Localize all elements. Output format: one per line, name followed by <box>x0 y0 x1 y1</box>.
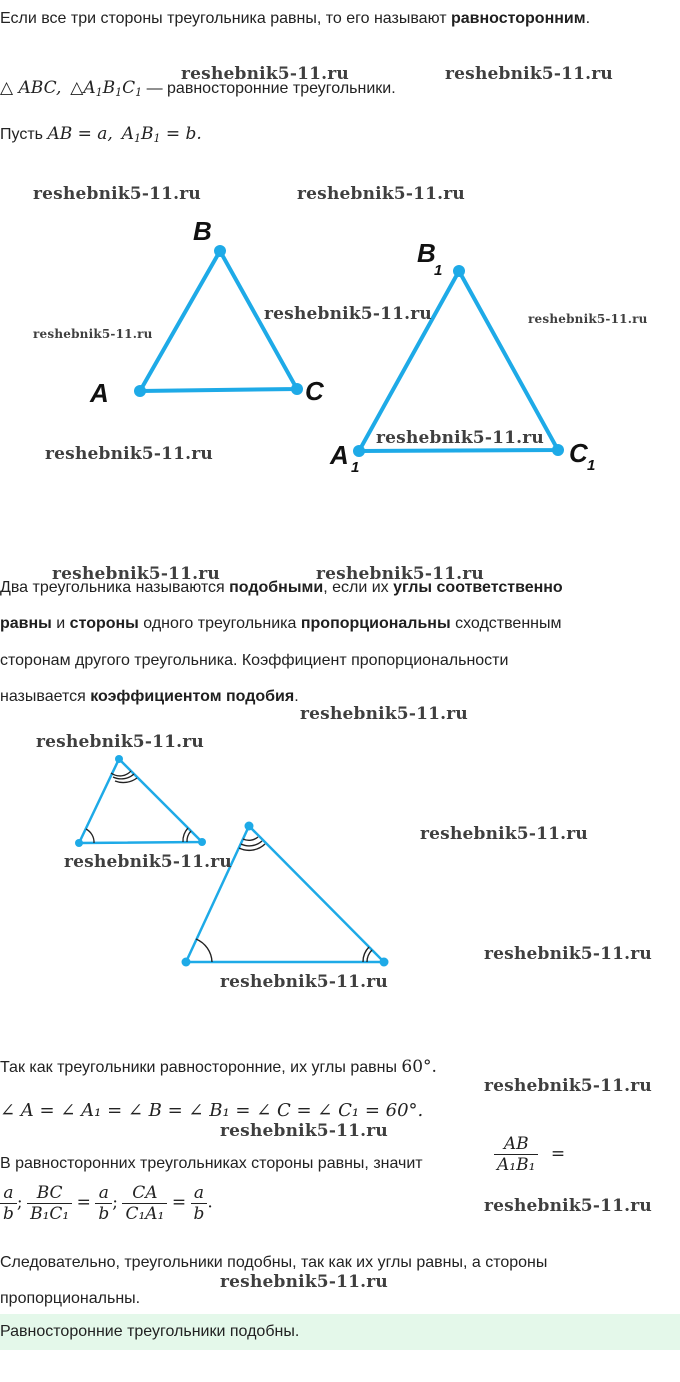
label-c1-sub: 1 <box>587 457 596 474</box>
small-triangle <box>75 755 206 847</box>
watermark: reshebnik5-11.ru <box>484 1076 652 1096</box>
watermark: reshebnik5-11.ru <box>220 1272 388 1292</box>
watermark: reshebnik5-11.ru <box>300 704 468 724</box>
vertex-b1 <box>453 265 465 277</box>
watermark: reshebnik5-11.ru <box>45 444 213 464</box>
similarity-definition-line4: называется коэффициентом подобия. <box>0 688 299 705</box>
label-a1-sub: 1 <box>351 459 360 476</box>
watermark: reshebnik5-11.ru <box>33 184 201 204</box>
watermark: reshebnik5-11.ru <box>64 852 232 872</box>
watermark: reshebnik5-11.ru <box>36 732 204 752</box>
answer-box <box>0 1314 680 1350</box>
watermark: reshebnik5-11.ru <box>376 428 544 448</box>
angle-mark-single <box>86 829 94 843</box>
solution-angles: Так как треугольники равносторонние, их углы равны 60°. <box>0 1057 437 1077</box>
similarity-definition-line3: сторонам другого треугольника. Коэффициент пропорциональности <box>0 652 509 669</box>
watermark: reshebnik5-11.ru <box>484 944 652 964</box>
vertex-c1 <box>552 444 564 456</box>
watermark: reshebnik5-11.ru <box>316 564 484 584</box>
solution-sides: В равносторонних треугольниках стороны равны, значит <box>0 1155 423 1172</box>
vertex-c <box>291 383 303 395</box>
watermark: reshebnik5-11.ru <box>264 304 432 324</box>
label-c1: C <box>569 438 588 468</box>
watermark: reshebnik5-11.ru <box>445 64 613 84</box>
label-a1: A <box>330 440 349 470</box>
watermark: reshebnik5-11.ru <box>181 64 349 84</box>
fraction-row: $\frac{a}{b}$ ; $\frac{BC}{\text{B₁C₁}}$ = $\frac{a}{b}$ ; $\frac{CA}{\text{C₁A₁}}$ = $\frac{a}{b}$ . <box>0 1183 213 1224</box>
watermark: reshebnik5-11.ru <box>420 824 588 844</box>
solution-angle-equality: ∠ A = ∠ A₁ = ∠ B = ∠ B₁ = ∠ C = ∠ C₁ = 60°. <box>0 1100 424 1121</box>
triangles-statement: △ ABC, $\triangle A_1B_1C_1$ — равносторонние треугольники. <box>0 78 396 99</box>
term-equilateral: равносторонним <box>451 10 586 27</box>
label-c: C <box>305 376 324 406</box>
similarity-definition-line1: Два треугольника называются подобными, если их углы соответственно <box>0 579 563 596</box>
answer-text: Равносторонние треугольники подобны. <box>0 1323 300 1340</box>
angle-mark-double <box>187 831 191 842</box>
fraction-ab: $\frac{AB}{\text{A₁B₁}}$ = <box>494 1134 565 1175</box>
vertex-a <box>134 385 146 397</box>
intro-paragraph: Если все три стороны треугольника равны, то его называют равносторонним. <box>0 10 591 27</box>
label-b1: B <box>417 238 436 268</box>
conclusion-line2: пропорциональны. <box>0 1290 141 1307</box>
watermark: reshebnik5-11.ru <box>528 312 648 326</box>
watermark: reshebnik5-11.ru <box>220 1121 388 1141</box>
label-a: A <box>90 378 109 408</box>
similarity-definition-line2: равны и стороны одного треугольника пропорциональны сходственным <box>0 615 562 632</box>
label-b: B <box>193 216 212 246</box>
watermark: reshebnik5-11.ru <box>220 972 388 992</box>
watermark: reshebnik5-11.ru <box>33 327 153 341</box>
label-b1-sub: 1 <box>434 262 443 279</box>
watermark: reshebnik5-11.ru <box>52 564 220 584</box>
watermark: reshebnik5-11.ru <box>297 184 465 204</box>
watermark: reshebnik5-11.ru <box>484 1196 652 1216</box>
conclusion-line1: Следовательно, треугольники подобны, так как их углы равны, а стороны <box>0 1254 548 1271</box>
let-statement: Пусть AB = a, $A_1B_1 = b$. <box>0 124 202 145</box>
vertex-b <box>214 245 226 257</box>
large-triangle <box>182 822 389 967</box>
vertex-a1 <box>353 445 365 457</box>
